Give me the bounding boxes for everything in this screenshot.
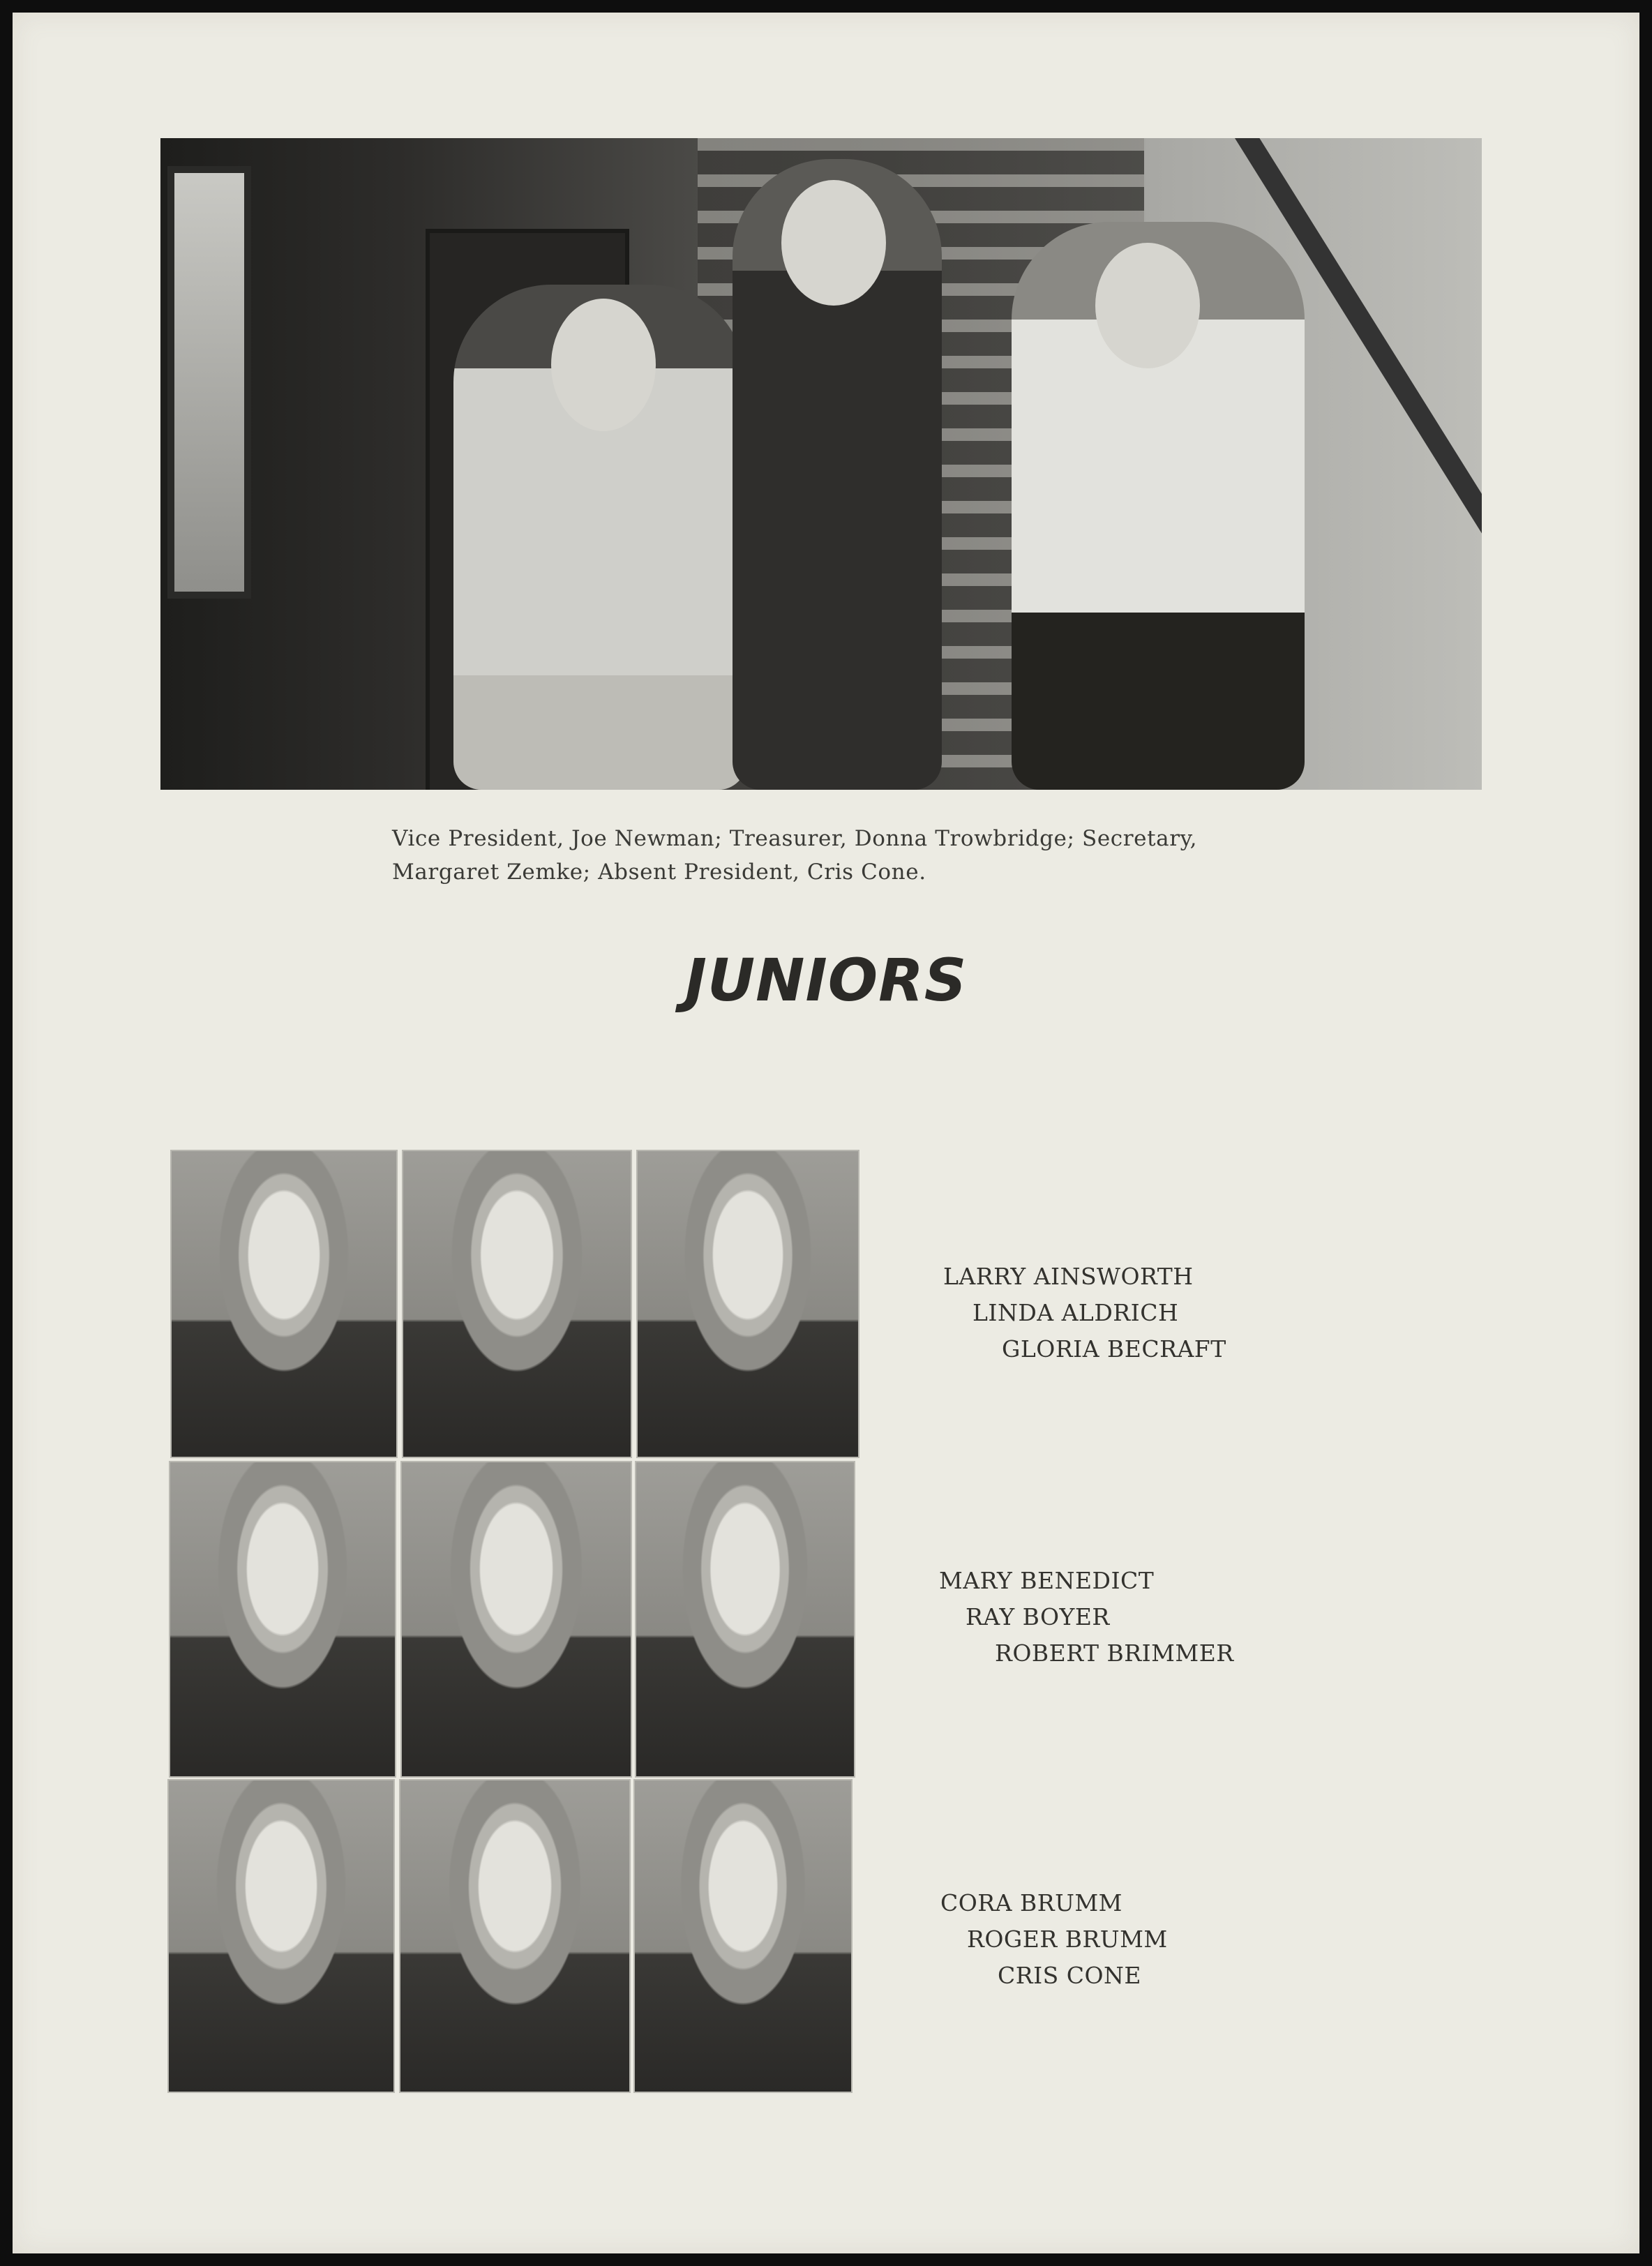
photo-caption (392, 822, 1369, 889)
portrait-photo (170, 1150, 398, 1458)
portrait-photo (402, 1150, 632, 1458)
student-name: CORA BRUMM (940, 1889, 1122, 1916)
person-head (1095, 243, 1200, 368)
portrait-photo (167, 1779, 395, 2093)
portrait-photo (169, 1461, 396, 1778)
student-name: CRIS CONE (998, 1962, 1141, 1989)
page-title: JUNIORS (684, 946, 968, 1014)
student-name: LINDA ALDRICH (973, 1299, 1179, 1326)
student-name: ROGER BRUMM (967, 1926, 1168, 1953)
name-list (939, 1563, 1234, 1672)
portrait-photo (399, 1779, 631, 2093)
caption-line: Margaret Zemke; Absent President, Cris Cone. (392, 860, 926, 885)
portrait-photo (400, 1461, 632, 1778)
portrait-photo (636, 1150, 859, 1458)
person-head (551, 299, 656, 431)
window (167, 166, 251, 599)
person-head (781, 180, 886, 306)
name-list (943, 1259, 1226, 1367)
portrait-photo (635, 1461, 855, 1778)
student-name: RAY BOYER (966, 1603, 1110, 1630)
student-name: LARRY AINSWORTH (943, 1263, 1194, 1290)
caption-line: Vice President, Joe Newman; Treasurer, Donna Trowbridge; Secretary, (392, 826, 1198, 851)
portrait-photo (633, 1779, 853, 2093)
name-list (940, 1885, 1168, 1994)
student-name: MARY BENEDICT (939, 1567, 1155, 1594)
student-name: GLORIA BECRAFT (1002, 1335, 1226, 1363)
class-officers-photo (160, 138, 1482, 790)
student-name: ROBERT BRIMMER (995, 1640, 1234, 1667)
